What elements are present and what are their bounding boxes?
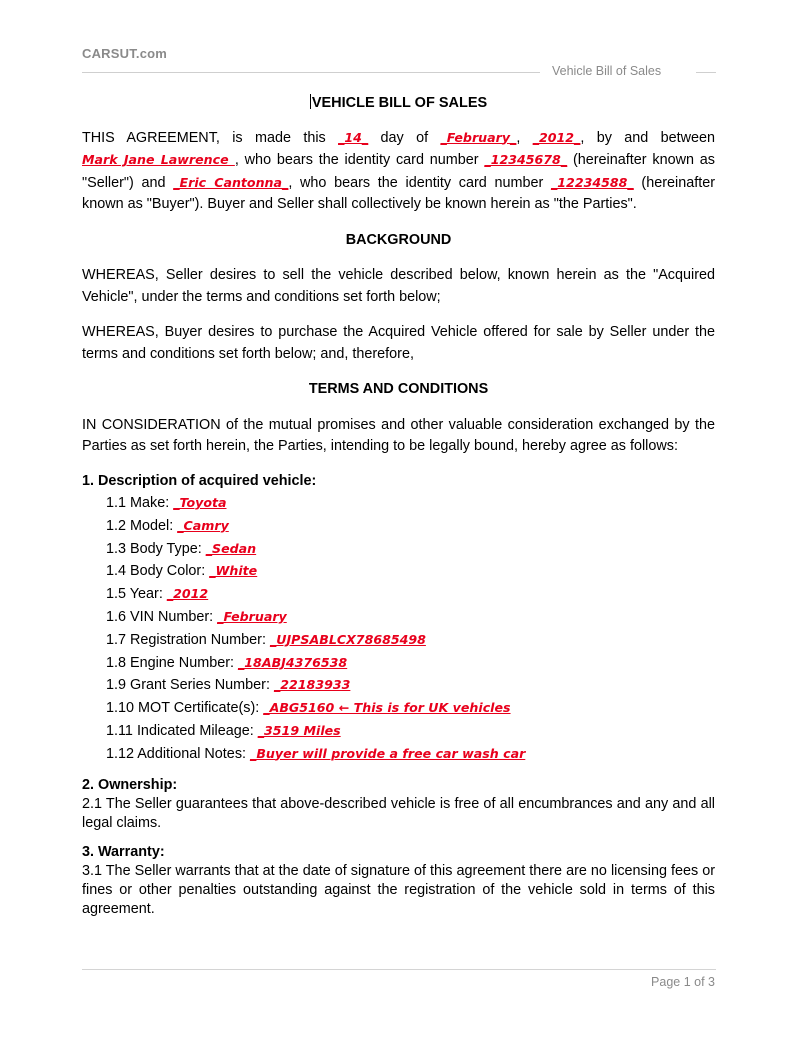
seller-name: Mark Jane Lawrence [82, 152, 235, 167]
item-label: 1.11 Indicated Mileage: [106, 722, 258, 739]
list-item [106, 538, 715, 561]
item-value: _Sedan [205, 540, 257, 556]
background-paragraph-1: WHEREAS, Seller desires to sell the vehicle described below, known herein as the "Acquired Vehicle", under the terms and conditions set forth below; [82, 267, 715, 305]
item-value: _18ABJ4376538 [238, 654, 348, 670]
vehicle-description-list [82, 492, 715, 766]
list-item [106, 720, 715, 743]
list-item [106, 674, 715, 697]
header-rule-left [82, 72, 540, 73]
header-rule-right [696, 72, 716, 73]
item-label: 1.2 Model: [106, 517, 178, 534]
terms-paragraph: IN CONSIDERATION of the mutual promises and other valuable consideration exchanged by the Parties as set forth herein, the Parties, intending to be legally bound, hereby agree as follows: [82, 416, 715, 454]
agreement-month: _February_ [440, 129, 517, 145]
item-value: _February [217, 608, 287, 624]
list-item [106, 652, 715, 675]
item-label: 1.5 Year: [106, 586, 167, 603]
site-name: CARSUT.com [82, 46, 168, 61]
background-paragraph-2: WHEREAS, Buyer desires to purchase the Acquired Vehicle offered for sale by Seller under the terms and conditions set forth below; and, therefore, [82, 324, 715, 362]
page-number: Page 1 of 3 [651, 975, 715, 989]
item-label: 1.7 Registration Number: [106, 631, 270, 648]
item-label: 1.9 Grant Series Number: [106, 677, 274, 694]
agreement-day: _14_ [338, 129, 369, 145]
intro-text: , by and between [580, 129, 716, 146]
intro-text: THIS AGREEMENT, is made this [82, 129, 339, 146]
item-value: _Toyota [173, 495, 227, 510]
seller-id: _12345678_ [484, 152, 568, 167]
intro-text: (hereinafter known as "Buyer"). Buyer and Seller shall collectively be known herein as "the Parties". [82, 174, 715, 212]
document-title [82, 93, 715, 115]
buyer-id: _12234588_ [551, 174, 634, 190]
intro-text: , who bears the identity card number [288, 174, 551, 191]
intro-text: , who bears the identity card number [234, 152, 485, 168]
section-3-heading: 3. Warranty: [82, 843, 165, 860]
list-item [106, 560, 715, 583]
list-item [106, 515, 715, 538]
intro-text: , [516, 129, 533, 146]
item-value: _Buyer will provide a free car wash car [250, 745, 526, 761]
intro-text: day of [368, 129, 441, 146]
item-value: _3519 Miles [257, 722, 341, 738]
item-label: 1.10 MOT Certificate(s): [106, 700, 264, 717]
list-item [106, 606, 715, 629]
item-value: _2012 [166, 586, 209, 602]
footer-rule [82, 969, 716, 970]
item-label: 1.1 Make: [106, 495, 174, 511]
intro-paragraph [82, 127, 715, 216]
item-label: 1.12 Additional Notes: [106, 745, 251, 762]
intro-text: (hereinafter known as "Seller") and [82, 152, 715, 191]
section-2-heading: 2. Ownership: [82, 776, 178, 793]
item-value: _White [209, 563, 258, 579]
header-doc-title: Vehicle Bill of Sales [552, 64, 662, 78]
section-1-heading: 1. Description of acquired vehicle: [82, 472, 317, 489]
item-value: _ABG5160 ← This is for UK vehicles [263, 700, 511, 716]
list-item [106, 583, 715, 606]
item-value: _UJPSABLCX78685498 [269, 631, 426, 647]
item-value: _22183933 [273, 677, 351, 693]
list-item [106, 629, 715, 652]
background-heading: BACKGROUND [345, 231, 452, 248]
list-item [106, 697, 715, 720]
terms-heading: TERMS AND CONDITIONS [308, 381, 489, 397]
item-label: 1.6 VIN Number: [106, 608, 218, 625]
item-label: 1.8 Engine Number: [106, 654, 238, 671]
item-label: 1.4 Body Color: [106, 563, 210, 580]
list-item [106, 492, 715, 515]
document-body [82, 93, 715, 919]
agreement-year: _2012_ [532, 129, 581, 145]
list-item [106, 743, 715, 766]
document-title-text: VEHICLE BILL OF SALES [311, 95, 488, 111]
buyer-name: _Eric Cantonna_ [173, 174, 289, 190]
item-label: 1.3 Body Type: [106, 540, 206, 557]
item-value: _Camry [177, 517, 229, 533]
text-cursor [310, 94, 311, 109]
section-3-text: 3.1 The Seller warrants that at the date of signature of this agreement there are no licensing fees or fines or other penalties outstanding against the registration of the vehicle sold in terms of this agreement. [82, 862, 715, 917]
section-2-text: 2.1 The Seller guarantees that above-described vehicle is free of all encumbrances and any and all legal claims. [82, 795, 715, 831]
